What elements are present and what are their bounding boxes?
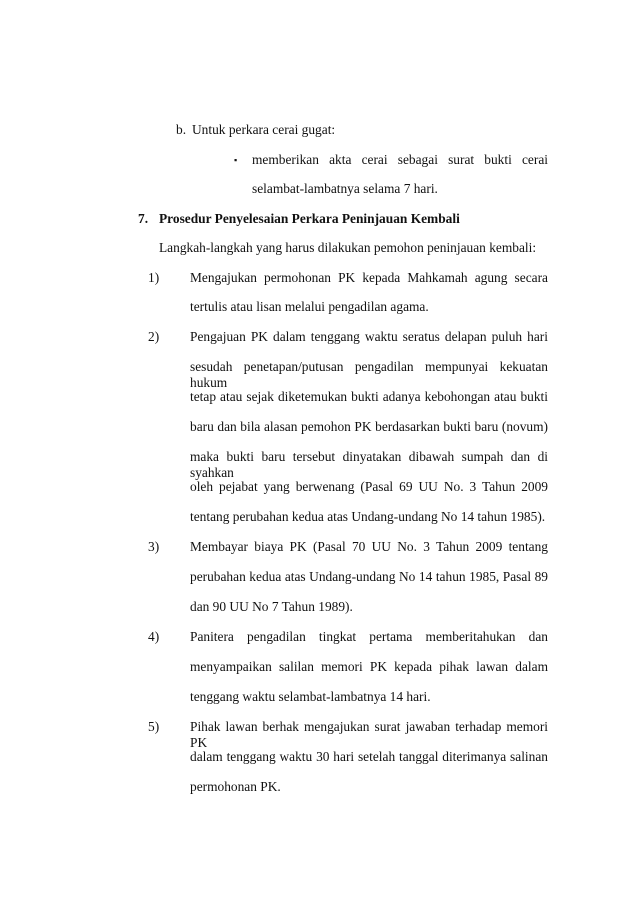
step-line: Pengajuan PK dalam tenggang waktu seratus delapan puluh hari xyxy=(190,329,548,344)
section-7-title: Prosedur Penyelesaian Perkara Peninjauan Kembali xyxy=(159,211,460,226)
step-line: tertulis atau lisan melalui pengadilan agama. xyxy=(190,299,429,314)
section-b-text: Untuk perkara cerai gugat: xyxy=(192,122,336,137)
step-line: Membayar biaya PK (Pasal 70 UU No. 3 Tahun 2009 tentang xyxy=(190,539,548,554)
step-line: menyampaikan salilan memori PK kepada pihak lawan dalam xyxy=(190,659,548,674)
step-line: Panitera pengadilan tingkat pertama memberitahukan dan xyxy=(190,629,548,644)
section-7-intro: Langkah-langkah yang harus dilakukan pemohon peninjauan kembali: xyxy=(159,240,537,255)
step-number: 2) xyxy=(148,329,160,344)
step-line: baru dan bila alasan pemohon PK berdasarkan bukti baru (novum) xyxy=(190,419,548,434)
step-line: Mengajukan permohonan PK kepada Mahkamah agung secara xyxy=(190,270,548,285)
step-line: perubahan kedua atas Undang-undang No 14 tahun 1985, Pasal 89 xyxy=(190,569,548,584)
square-bullet-icon: ▪ xyxy=(234,155,238,165)
step-line: oleh pejabat yang berwenang (Pasal 69 UU No. 3 Tahun 2009 xyxy=(190,479,548,494)
bullet-line-1: memberikan akta cerai sebagai surat bukti cerai xyxy=(252,152,548,167)
step-number: 1) xyxy=(148,270,160,285)
section-b-label: b. xyxy=(176,122,187,137)
step-line: tentang perubahan kedua atas Undang-undang No 14 tahun 1985). xyxy=(190,509,546,524)
step-number: 5) xyxy=(148,719,160,734)
step-line: tenggang waktu selambat-lambatnya 14 hari. xyxy=(190,689,431,704)
section-7-number: 7. xyxy=(138,211,149,226)
step-line: dalam tenggang waktu 30 hari setelah tanggal diterimanya salinan xyxy=(190,749,548,764)
step-line: Pihak lawan berhak mengajukan surat jawaban terhadap memori PK xyxy=(190,719,548,750)
step-number: 3) xyxy=(148,539,160,554)
step-line: dan 90 UU No 7 Tahun 1989). xyxy=(190,599,353,614)
step-line: sesudah penetapan/putusan pengadilan mempunyai kekuatan hukum xyxy=(190,359,548,390)
step-number: 4) xyxy=(148,629,160,644)
bullet-line-2: selambat-lambatnya selama 7 hari. xyxy=(252,181,438,196)
step-line: maka bukti baru tersebut dinyatakan dibawah sumpah dan di syahkan xyxy=(190,449,548,480)
step-line: tetap atau sejak diketemukan bukti adanya kebohongan atau bukti xyxy=(190,389,548,404)
step-line: permohonan PK. xyxy=(190,779,281,794)
